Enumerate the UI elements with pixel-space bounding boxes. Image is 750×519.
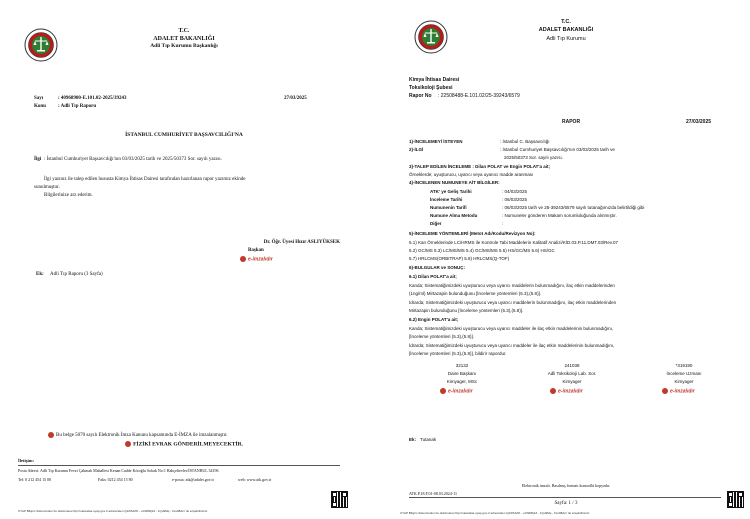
rapor-date: 27/03/2025: [686, 119, 712, 125]
s4-row-key: Diğer: [430, 221, 442, 226]
report-footer-divider: [409, 497, 721, 498]
report-header-tc: T.C.: [561, 19, 571, 25]
esign-stamp-icon: [550, 388, 556, 394]
sayi-value: : 40968900-E.101.02-2025/39243: [58, 96, 127, 101]
dept: Kimya İhtisas Dairesi: [409, 77, 460, 83]
tel: Tel: 0 212 454 15 00: [18, 477, 52, 482]
esign-stamp-icon: [440, 388, 446, 394]
s61-label: 6.1) Dilan POLAT'a ait;: [409, 274, 457, 279]
s6-label: 6)-BULGULAR ve SONUÇ:: [409, 265, 466, 270]
s2-label: 2)-İLGİ: [409, 147, 424, 152]
konu-label: Konu: [34, 104, 46, 109]
s61-idrar-2: Mirtazapin bulunduğunu [İnceleme yöntemleri (5.3),(5.8)].: [409, 308, 524, 313]
ek-value: Adli Tıp Raporu (3 Sayfa): [50, 272, 103, 277]
s4-row-value: : 04/03/2025: [502, 189, 528, 194]
s61-kan-1: Kanda; Sistematiğimizdeki uyuşturucu veya uyarıcı maddelerin bulunmadığını, ilaç etkin maddelerinden: [409, 283, 615, 288]
header-ministry: ADALET BAKANLIĞI: [153, 36, 215, 42]
s5-line-2: 5.2) GC/MS 5.3) LC/MS/MS 5.4) GC/MS/MS 5.5) HS/GC/MS 5.6) HS/GC: [409, 248, 555, 253]
signer-esign: [440, 388, 473, 394]
letter-esign: [240, 256, 273, 262]
page-separator: [368, 0, 382, 519]
footer-notice-text: Bu belge 5070 sayılı Elektronik İmza Kanunu kapsamında E-İMZA ile imzalanmıştır.: [56, 433, 228, 439]
footer-kep-text: FİZİKİ EVRAK GÖNDERİLMEYECEKTİR.: [133, 441, 243, 448]
s62-idrar-1: İdrarda; Sistematiğimizdeki uyuşturucu veya uyarıcı maddeler ile ilaç etkin maddelerinin bulunmadığını,: [409, 343, 615, 348]
signer-esign-label: e-imzalıdır: [670, 388, 695, 395]
rapor-no-label: Rapor No: [409, 93, 432, 99]
header-tc: T.C.: [178, 28, 190, 34]
rapor-no-value: : 22508488-E.101.02/25-39243/6579: [438, 93, 520, 99]
s3-label: 3)-TALEP EDİLEN İNCELEME : Dilan POLAT ve Engin POLAT'a ait;: [409, 164, 550, 169]
s1-value: : İstanbul C. Başsavcılığı: [500, 139, 550, 144]
s4-row-value: : 06/03/2025: [502, 197, 528, 202]
header-institution: Adli Tıp Kurumu Başkanlığı: [150, 43, 218, 49]
s1-label: 1)-İNCELEMEYİ İSTEYEN: [409, 139, 463, 144]
ilgi-text: : İstanbul Cumhuriyet Başsavcılığı'nın 03/03/2025 tarih ve 2025/50373 Sor. sayılı yazısı.: [44, 157, 222, 162]
report-footer-code: ATK.P.18.F.01-08.03.2024-11: [409, 491, 457, 496]
signer-role: Kimyager, MSc: [446, 379, 478, 384]
s4-row-value: : Numuneler gönderen Makam sorumluluğunda alınmıştır.: [502, 213, 617, 218]
letter-esign-label: e-imzalıdır: [248, 256, 273, 263]
s62-label: 6.2) Engin POLAT'a ait;: [409, 317, 459, 322]
s4-label: 4)-İNCELENEN NUMUNEYE AİT BİLGİLER:: [409, 180, 500, 185]
signer-role: Kimyager: [562, 379, 582, 384]
s3-text: Örneklerde; uyuşturucu, uyarıcı veya uyanıcı madde aranması: [409, 172, 534, 177]
s2-value-2: 2025/50373 Sor. sayılı yazısı.: [504, 155, 564, 160]
rapor-title: RAPOR: [562, 119, 581, 125]
signer-role: Daire Başkanı: [447, 371, 477, 376]
qr-code-icon: [332, 492, 347, 507]
s5-line-3: 5.7) HRLCMS(ORBITRAP) 5.8) HRLCMS(Q-TOF): [409, 256, 510, 261]
s62-idrar-2: [İnceleme yöntemleri (5.3),(5.8)], bildirir rapordur.: [409, 351, 507, 356]
qr-code-icon: [728, 492, 743, 507]
body-line-2: sunulmuştur.: [34, 185, 60, 190]
unit: Toksikoloji Şubesi: [409, 85, 453, 91]
s5-line-1: 5.1) Kan Örneklerinde LC/HRMS ile Kontrole Tabi Maddelerin Kalitatif Analizi/KİD.03.P.11.DMT.03/Rev.07: [409, 240, 619, 245]
signer-id: 241038: [564, 363, 580, 368]
email: e-posta: atk@adalet.gov.tr: [172, 477, 214, 482]
letter-date: 27/03/2025: [284, 96, 307, 101]
esign-notice-icon: [48, 432, 54, 438]
verify-line: UYAP Bilişim Sisteminden bu dokümana http://vatandas.uyap.gov.tr adresinden Q1l0SJZO - +bW8Rj1Z - 1Qu9Mq - Ksv98dc= ile erişebilirsiniz.: [18, 509, 208, 513]
body-line-3: Bilgilerinize arz ederim.: [44, 193, 93, 198]
body-line-1: İlgi yazınız ile talep edilen hususta Kimya İhtisas Dairesi tarafından hazırlanan rapor yazımız ekinde: [44, 177, 246, 182]
report-ek-value: Tutanak: [420, 437, 437, 442]
report-header-institution: Adli Tıp Kurumu: [546, 36, 586, 42]
signer-role: İnceleme Uzmanı: [666, 371, 702, 376]
s4-row-key: Numune Alma Metodu: [430, 213, 478, 218]
letter-page: [0, 0, 368, 519]
address-line: Posta Adresi: Adli Tıp Kurumu Fevzi Çakmak Mahallesi Kenan Cadde Köroğlu Sokak No:1 Bahçelievler/İSTANBUL 34196: [18, 468, 219, 473]
kep-icon: [125, 441, 131, 447]
s61-kan-2: (1ng/ml) Mirtazapin bulunduğunu [İnceleme yöntemleri (5.3),(5.8)].: [409, 291, 542, 296]
report-verify-line: UYAP Bilişim Sisteminden bu dokümana http://vatandas.uyap.gov.tr adresinden Q1l0SJZO - +bW8Rj1Z - 1Qu9Mq - Ksv98dc= ile erişebilirsiniz.: [400, 511, 590, 515]
signer-esign-label: e-imzalıdır: [448, 388, 473, 395]
signer-esign: [662, 388, 695, 394]
contact-title: İletişim:: [18, 458, 34, 463]
report-ek-label: Ek:: [409, 437, 417, 442]
signer-name: Dr. Öğr. Üyesi Hızır ASLIYÜKSEK: [263, 240, 340, 245]
s4-row-key: Numunenin Tarifi: [430, 205, 467, 210]
report-footer-note: Elektronik imzalı. Basılmış formatı kontrollü kopyadır.: [521, 483, 611, 488]
report-header-ministry: ADALET BAKANLIĞI: [538, 27, 594, 33]
fax: Faks: 0212 454 15 80: [98, 477, 133, 482]
s4-row-value: : 06/03/2025 tarih ve 25-39243/6579 sayılı tutanağımızda belirtildiği gibi: [502, 205, 645, 210]
s4-row-value: :: [502, 221, 504, 226]
s62-kan-1: Kanda; Sistematiğimizdeki uyuşturucu veya uyarıcı maddeler ile ilaç etkin maddelerinin bulunmadığını,: [409, 326, 614, 331]
signer-esign: [550, 388, 583, 394]
esign-stamp-icon: [240, 256, 246, 262]
s2-value: : İstanbul Cumhuriyet Başsavcılığı'nın 03/03/2025 tarih ve: [500, 147, 615, 152]
signer-id: 32132: [455, 363, 469, 368]
s4-row-key: İnceleme Tarihi: [430, 197, 463, 202]
konu-value: : Adli Tıp Raporu: [58, 104, 97, 109]
signer-role: Adli Toksikoloji Lab. Sor.: [547, 371, 597, 376]
s5-label: 5)-İNCELEME YÖNTEMLERİ (Metot Adı/Kodu/Revizyon No):: [409, 231, 536, 236]
signer-id: *319190: [675, 363, 693, 368]
footer-kep: [0, 441, 368, 448]
page-number: Sayfa: 1 / 3: [554, 501, 578, 506]
esign-stamp-icon: [662, 388, 668, 394]
s62-kan-2: [İnceleme yöntemleri (5.3),(5.8)].: [409, 334, 475, 339]
sayi-label: Sayı: [34, 96, 44, 101]
signer-title: Başkan: [248, 248, 264, 253]
s61-idrar-1: İdrarda; Sistematiğimizdeki uyuşturucu veya uyarıcı maddelerin bulunmadığını, ilaç etkin maddelerinden: [409, 300, 617, 305]
footer-notice: [48, 432, 228, 438]
web: web: www.atk.gov.tr: [238, 477, 272, 482]
footer-divider: [18, 465, 340, 466]
signer-role: Kimyager: [674, 379, 694, 384]
s4-row-key: ATK' ye Geliş Tarihi: [430, 189, 472, 194]
report-page: [382, 0, 750, 519]
ek-label: Ek:: [36, 272, 44, 277]
signer-esign-label: e-imzalıdır: [558, 388, 583, 395]
ilgi-label: İlgi: [34, 157, 42, 162]
addressee: İSTANBUL CUMHURİYET BAŞSAVCILIĞI'NA: [125, 132, 243, 138]
